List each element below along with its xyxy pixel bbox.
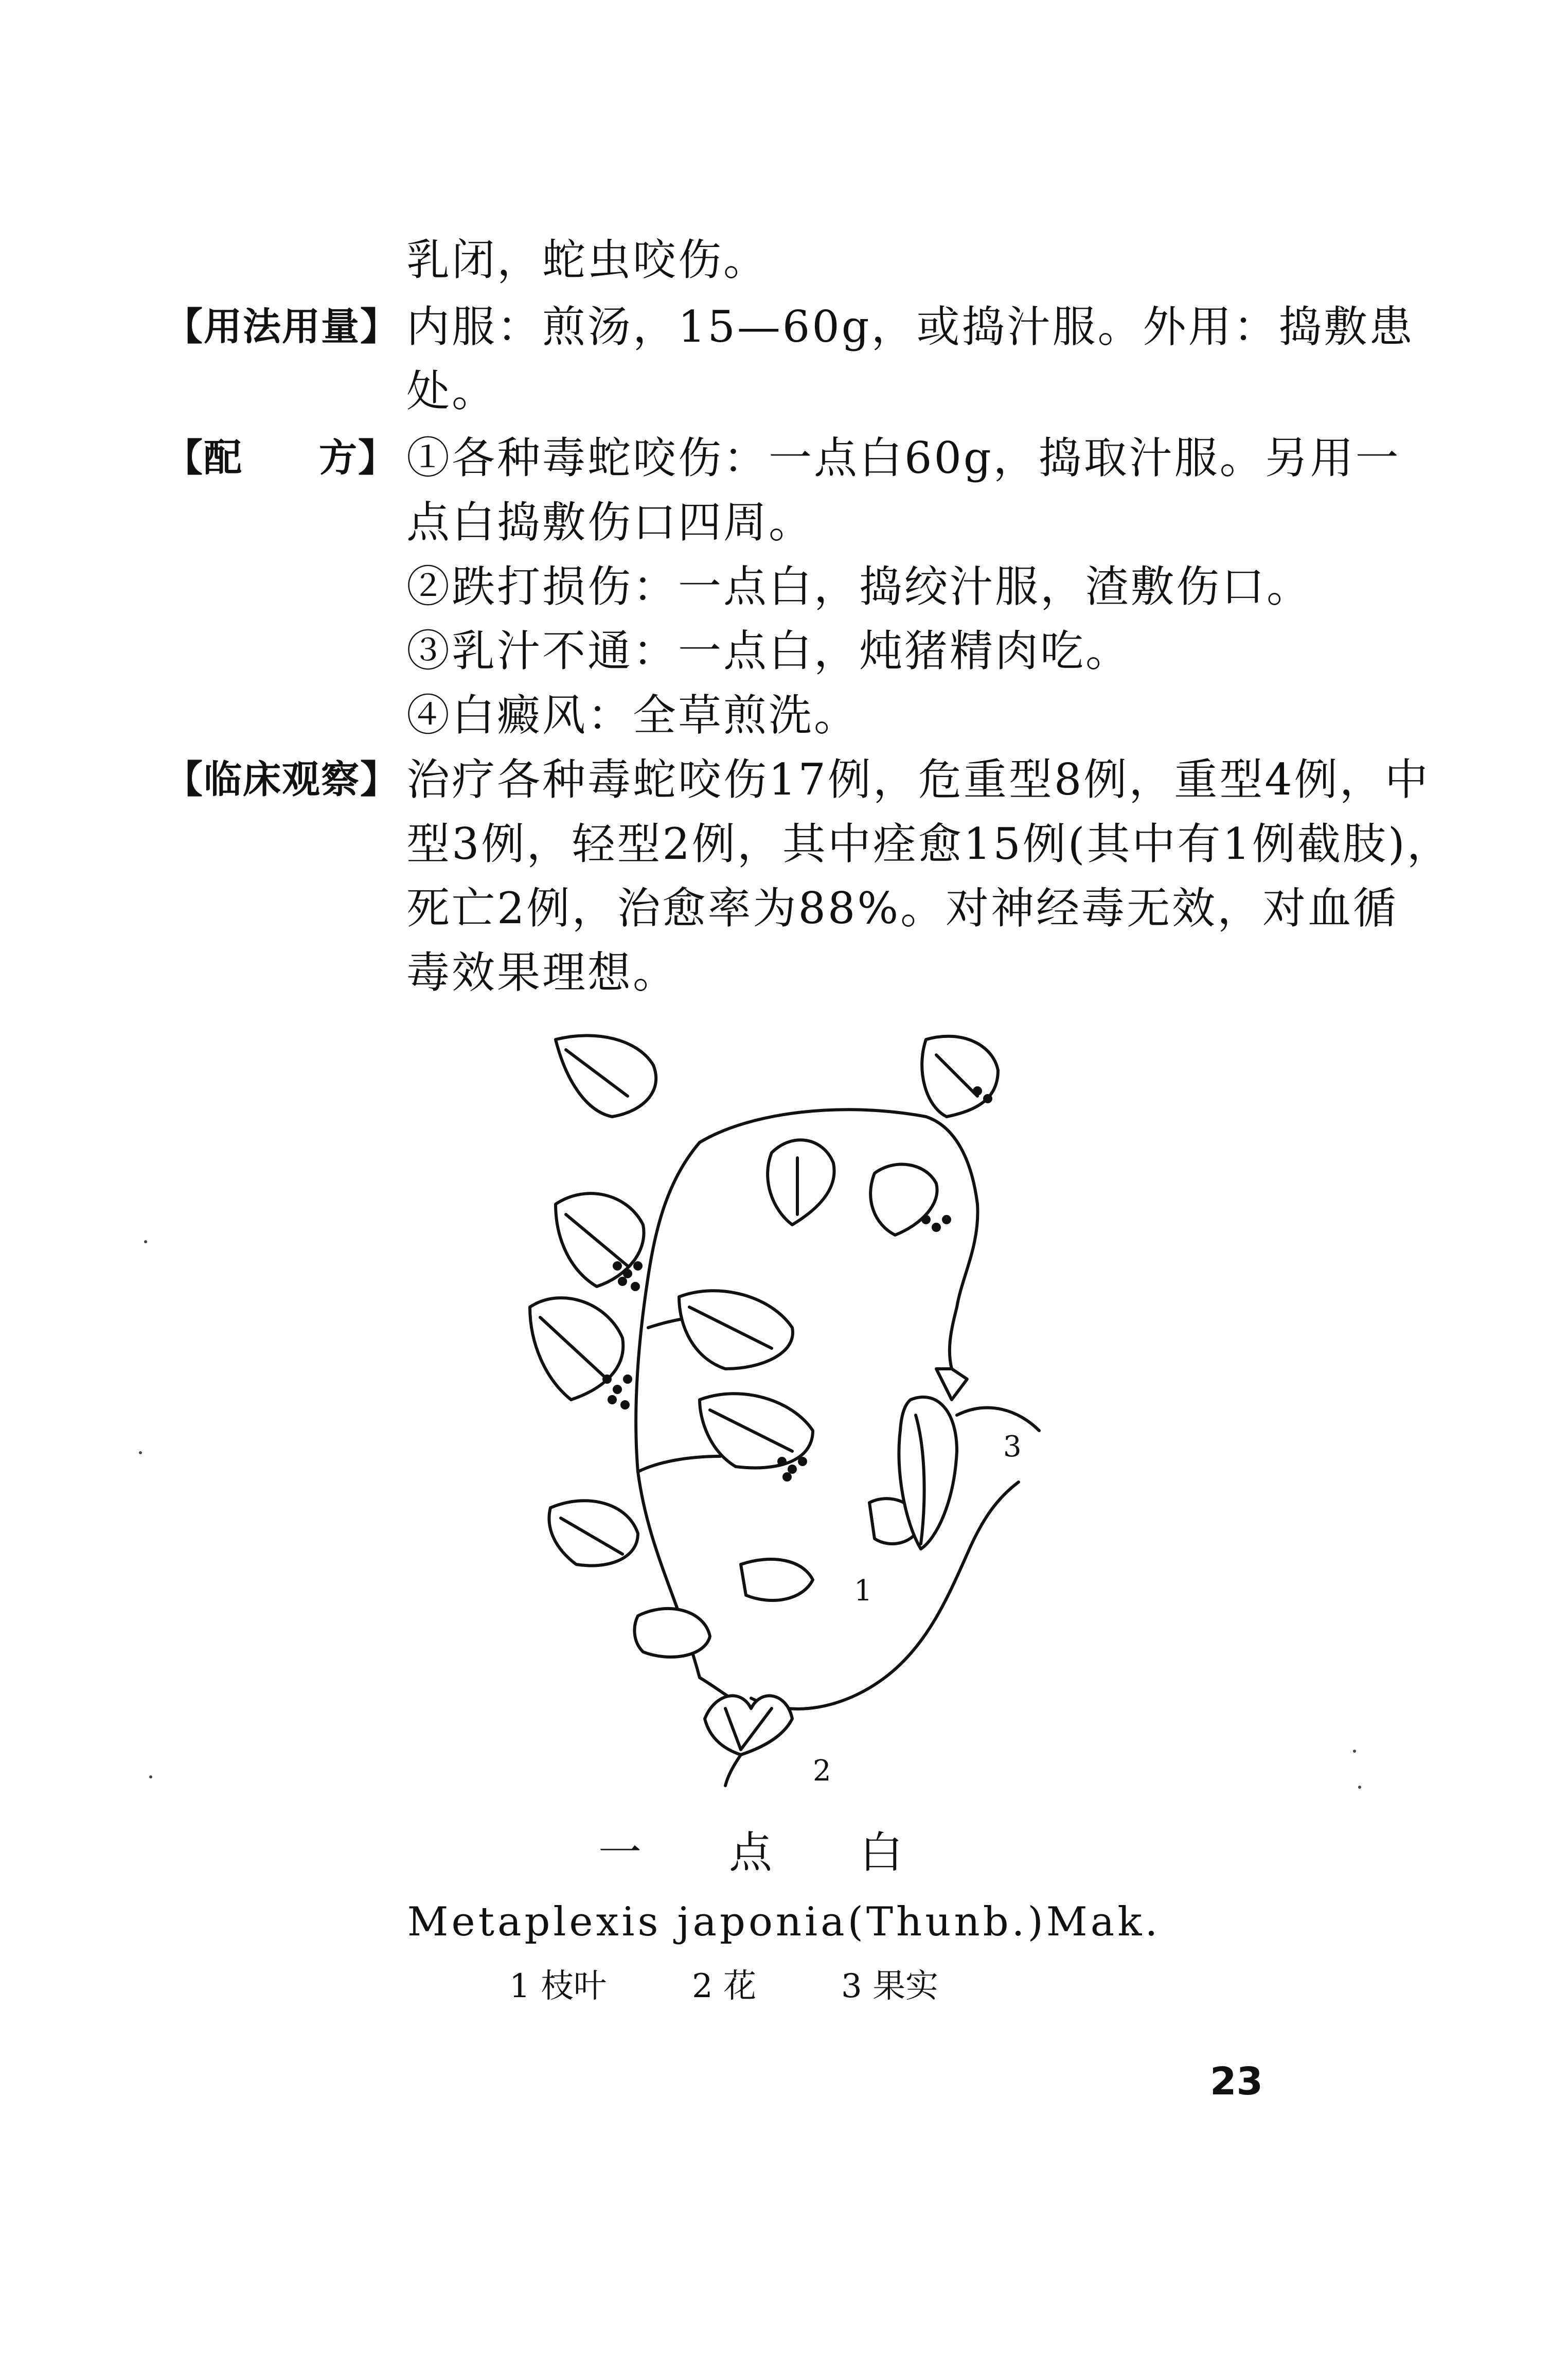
figure-caption-latin: Metaplexis japonia(Thunb.)Mak. [407, 1899, 1161, 1945]
usage-label: 【用法用量】 [165, 305, 399, 349]
usage-line-2: 处。 [406, 366, 497, 416]
clinical-line-2: 型3例，轻型2例，其中痊愈15例(其中有1例截肢)， [406, 819, 1452, 869]
formula-line-4: ③乳汁不通：一点白，炖猪精肉吃。 [406, 626, 1131, 676]
scan-speck [149, 1775, 152, 1778]
formula-line-3: ②跌打损伤：一点白，捣绞汁服，渣敷伤口。 [406, 561, 1312, 612]
flower-detail [705, 1696, 792, 1755]
formula-line-2: 点白捣敷伤口四周。 [406, 497, 814, 548]
leaves [530, 1035, 998, 1657]
scan-speck [1353, 1750, 1356, 1753]
clinical-line-4: 毒效果理想。 [406, 947, 679, 998]
fruit-pod [899, 1397, 1039, 1549]
formula-line-5: ④白癜风：全草煎洗。 [406, 690, 860, 741]
figure-part-3: 3 果实 [841, 1967, 939, 2005]
figure-label-3: 3 [1003, 1430, 1022, 1464]
formula-line-1: ①各种毒蛇咬伤：一点白60g，捣取汁服。另用一 [406, 433, 1401, 483]
scan-speck [144, 1240, 147, 1243]
clinical-line-3: 死亡2例，治愈率为88%。对神经毒无效，对血循 [406, 883, 1399, 933]
clinical-line-1: 治疗各种毒蛇咬伤17例，危重型8例，重型4例，中 [406, 754, 1430, 805]
plant-illustration [484, 1009, 1142, 1801]
scan-speck [1358, 1786, 1361, 1789]
figure-caption-chinese: 一点白 [598, 1827, 990, 1878]
page-number: 23 [1210, 2059, 1263, 2104]
continuation-text: 乳闭，蛇虫咬伤。 [406, 235, 769, 285]
clinical-label: 【临床观察】 [165, 757, 399, 802]
usage-line-1: 内服：煎汤，15—60g，或捣汁服。外用：捣敷患 [406, 302, 1415, 352]
figure-label-1: 1 [854, 1574, 872, 1608]
figure-part-1: 1 枝叶 [509, 1967, 607, 2005]
figure-label-2: 2 [813, 1754, 831, 1788]
figure-part-2: 2 花 [692, 1967, 757, 2005]
formula-label-left: 【配 [165, 436, 243, 480]
scan-speck [139, 1451, 142, 1454]
formula-label-right: 方】 [319, 436, 397, 480]
